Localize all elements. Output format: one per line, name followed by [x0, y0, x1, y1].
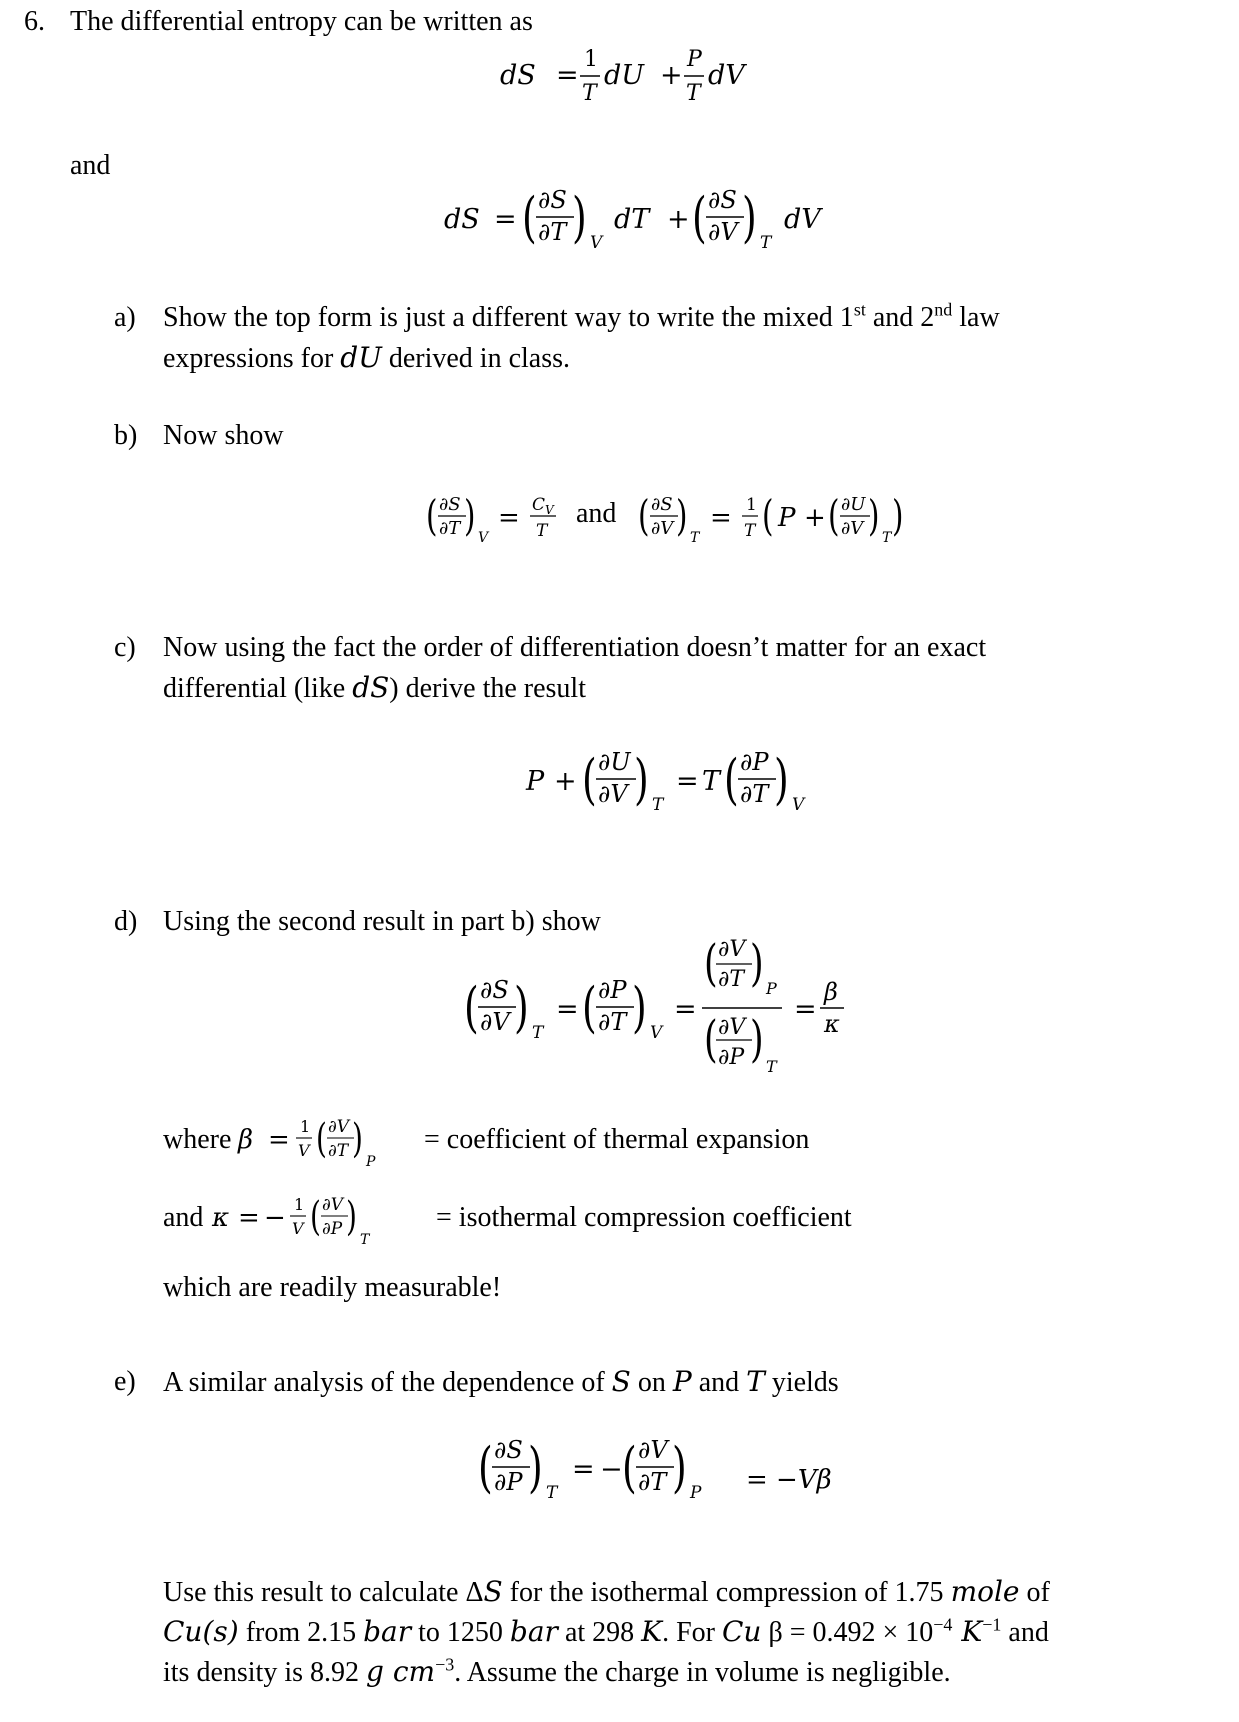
task-line2-cu-s: Cu(s): [163, 1615, 239, 1648]
svg-text:): ): [514, 976, 529, 1039]
svg-text:∂S: ∂S: [480, 976, 509, 1004]
svg-text:=: =: [268, 1125, 290, 1155]
svg-text:∂T: ∂T: [718, 967, 745, 992]
svg-text:(: (: [316, 1116, 327, 1163]
part-d-text: Using the second result in part b) show: [163, 906, 601, 937]
task-line2-from: from 2.15: [238, 1617, 364, 1648]
svg-text:=: =: [572, 1454, 595, 1485]
svg-text:T: T: [360, 1232, 370, 1248]
svg-text:1: 1: [294, 1195, 305, 1214]
svg-text:T: T: [582, 81, 597, 106]
svg-text:): ): [572, 186, 587, 249]
part-e-label: e): [114, 1366, 136, 1397]
svg-text:=: =: [498, 503, 520, 533]
part-c-line2: [163, 670, 586, 707]
svg-text:∂V: ∂V: [718, 937, 746, 962]
svg-text:∂P: ∂P: [718, 1045, 745, 1070]
svg-text:V: V: [792, 795, 805, 815]
svg-text:∂P: ∂P: [494, 1468, 523, 1496]
task-line2-beta: β = 0.492 × 10: [761, 1617, 934, 1648]
svg-text:(: (: [582, 748, 597, 811]
svg-text:T: T: [546, 1483, 558, 1503]
svg-text:∂P: ∂P: [598, 976, 627, 1004]
svg-text:1: 1: [746, 495, 757, 515]
part-e-text-post: yields: [764, 1367, 839, 1398]
svg-text:+: +: [554, 766, 577, 797]
svg-text:): ): [892, 490, 904, 541]
svg-text:T: T: [532, 1023, 544, 1043]
part-a-line1-pre: Show the top form is just a different way to write the mixed 1: [163, 302, 854, 333]
task-line2-and: and: [1001, 1617, 1049, 1648]
part-a-line1-mid: and 2: [865, 302, 935, 333]
svg-text:κ: κ: [212, 1203, 230, 1233]
svg-text:dT: dT: [614, 204, 650, 235]
svg-text:): ): [742, 186, 757, 249]
svg-text:dV: dV: [708, 60, 745, 91]
svg-text:T: T: [882, 530, 892, 546]
svg-text:1: 1: [584, 47, 598, 72]
equation-part-d: [464, 934, 884, 1095]
svg-text:V: V: [478, 530, 489, 546]
beta-definition: [238, 1110, 428, 1181]
task-line3-unit: g cm: [366, 1655, 436, 1688]
part-d-label: d): [114, 906, 138, 937]
svg-text:P: P: [366, 1154, 376, 1170]
svg-text:=: =: [674, 994, 697, 1025]
svg-text:+: +: [667, 204, 690, 235]
svg-text:∂S: ∂S: [494, 1436, 523, 1464]
part-c-math-ds: dS: [352, 671, 390, 704]
svg-text:P: P: [526, 766, 545, 797]
task-line2-to: to 1250: [411, 1617, 510, 1648]
svg-text:T: T: [760, 233, 772, 253]
svg-text:1: 1: [300, 1117, 311, 1136]
task-line1-post: of: [1019, 1577, 1050, 1608]
task-line2-exp2: −1: [982, 1614, 1002, 1635]
task-line3-pre: its density is 8.92: [163, 1657, 367, 1688]
task-line2-exp1: −4: [933, 1614, 953, 1635]
part-b-text: Now show: [163, 420, 284, 451]
task-line1-pre: Use this result to calculate Δ: [163, 1577, 484, 1608]
kappa-description: = isothermal compression coefficient: [436, 1202, 852, 1233]
task-line3-exp: −3: [435, 1654, 455, 1675]
svg-text:∂S: ∂S: [538, 186, 567, 214]
svg-text:(: (: [638, 490, 650, 541]
svg-text:(: (: [582, 976, 597, 1039]
problem-number: 6.: [24, 6, 45, 37]
svg-text:(: (: [704, 934, 718, 993]
kappa-definition: [212, 1188, 412, 1259]
svg-text:V: V: [650, 1023, 663, 1043]
part-e-text-mid2: and: [691, 1367, 747, 1398]
svg-text:∂V: ∂V: [328, 1117, 350, 1137]
svg-text:(: (: [828, 490, 840, 541]
task-line3-post: . Assume the charge in volume is negligible.: [454, 1657, 951, 1688]
svg-text:CV: $C_V$: [532, 495, 554, 517]
svg-text:T: T: [686, 81, 701, 106]
where-word: where: [163, 1124, 232, 1155]
svg-text:∂T: ∂T: [439, 518, 461, 539]
part-a-line1: [163, 300, 1000, 336]
part-a-line1-post: law: [952, 302, 1000, 333]
equation-part-b: [426, 486, 986, 561]
svg-text:P: P: [778, 503, 796, 533]
svg-text:): ): [672, 1436, 687, 1499]
svg-text:∂V: ∂V: [651, 518, 674, 539]
part-b-and: and: [576, 498, 617, 529]
svg-text:β: β: [824, 978, 838, 1006]
svg-text:T: T: [690, 530, 700, 546]
svg-text:(: (: [762, 490, 774, 541]
svg-text:(: (: [478, 1436, 493, 1499]
svg-text:): ): [346, 1194, 357, 1241]
svg-text:): ): [634, 748, 649, 811]
svg-text:T: T: [766, 1057, 777, 1076]
svg-text:(: (: [692, 186, 707, 249]
part-c-line2-pre: differential (like: [163, 673, 353, 704]
svg-text:(: (: [464, 976, 479, 1039]
svg-text:∂V: ∂V: [718, 1015, 746, 1040]
equation-ds-partials: [444, 180, 824, 275]
svg-text:∂S: ∂S: [708, 186, 737, 214]
svg-text:∂T: ∂T: [538, 218, 567, 246]
svg-text:P: P: [690, 1483, 702, 1503]
svg-text:T: T: [702, 766, 721, 797]
svg-text:=: =: [710, 503, 732, 533]
svg-text:∂S: ∂S: [651, 494, 673, 515]
svg-text:P: P: [766, 979, 777, 998]
svg-text:∂T: ∂T: [328, 1141, 349, 1161]
part-b-label: b): [114, 420, 138, 451]
task-line2: [163, 1614, 1049, 1651]
task-line2-bar2: bar: [509, 1615, 558, 1648]
svg-text:P: P: [687, 47, 702, 72]
svg-text:∂S: ∂S: [439, 494, 461, 515]
svg-text:(: (: [310, 1194, 321, 1241]
svg-text:−: −: [600, 1454, 623, 1485]
task-line3: [163, 1654, 951, 1691]
svg-text:): ): [464, 490, 476, 541]
svg-text:): ): [868, 490, 880, 541]
svg-text:): ): [352, 1116, 363, 1163]
svg-text:∂V: ∂V: [638, 1436, 668, 1464]
task-line2-bar1: bar: [363, 1615, 412, 1648]
part-e-text: [163, 1364, 839, 1401]
task-line2-at: at 298: [557, 1617, 642, 1648]
svg-text:V: V: [298, 1141, 310, 1160]
svg-text:∂P: ∂P: [740, 748, 769, 776]
svg-text:∂T: ∂T: [598, 1008, 627, 1036]
part-a-sup-st: st: [853, 299, 866, 320]
task-line1: [163, 1574, 1050, 1611]
svg-text:∂T: ∂T: [638, 1468, 667, 1496]
task-line2-k-unit: K: [952, 1615, 983, 1648]
svg-text:): ): [750, 934, 764, 993]
svg-text:): ): [676, 490, 688, 541]
part-e-text-pre: A similar analysis of the dependence of: [163, 1367, 612, 1398]
equation-part-c: [526, 742, 846, 837]
svg-text:∂V: ∂V: [708, 218, 738, 246]
part-a-math-du: dU: [340, 341, 382, 374]
part-e-var-t: T: [746, 1365, 765, 1398]
svg-text:=: =: [494, 204, 517, 235]
svg-text:V: V: [292, 1219, 304, 1238]
svg-text:+: +: [804, 503, 826, 533]
problem-intro: The differential entropy can be written as: [70, 6, 533, 37]
svg-text:dV: dV: [784, 204, 821, 235]
part-c-line2-post: ) derive the result: [389, 673, 586, 704]
svg-text:): ): [750, 1010, 764, 1069]
svg-text:∂U: ∂U: [841, 494, 866, 515]
part-e-var-s: S: [611, 1365, 631, 1398]
part-e-var-p: P: [672, 1365, 692, 1398]
svg-text:∂V: ∂V: [841, 518, 864, 539]
equation-part-e: [478, 1430, 718, 1525]
part-c-label: c): [114, 632, 136, 663]
svg-text:T: T: [536, 521, 548, 541]
task-line2-k: K: [641, 1615, 663, 1648]
svg-text:T: T: [652, 795, 664, 815]
beta-description: = coefficient of thermal expansion: [424, 1124, 810, 1155]
part-a-line2-post: derived in class.: [381, 343, 570, 374]
svg-text:κ: κ: [824, 1010, 840, 1038]
svg-text:dS: dS: [444, 204, 480, 235]
part-a-line2-pre: expressions for: [163, 343, 341, 374]
svg-text:(: (: [622, 1436, 637, 1499]
equation-ds-du-dv: [500, 38, 760, 113]
task-line1-s: S: [483, 1575, 503, 1608]
svg-text:(: (: [426, 490, 438, 541]
task-line1-unit: mole: [950, 1575, 1020, 1608]
svg-text:=: =: [238, 1203, 260, 1233]
task-line2-for: . For: [662, 1617, 722, 1648]
svg-text:dS: dS: [500, 60, 536, 91]
svg-text:∂V: ∂V: [480, 1008, 510, 1036]
svg-text:∂P: ∂P: [322, 1219, 343, 1239]
svg-text:=: =: [794, 994, 817, 1025]
svg-text:∂V: ∂V: [322, 1195, 344, 1215]
svg-text:−: −: [264, 1203, 286, 1233]
task-line1-mid: for the isothermal compression of 1.75: [502, 1577, 951, 1608]
part-a-line2: [163, 340, 570, 377]
and-connector: and: [70, 150, 111, 181]
svg-text:): ): [528, 1436, 543, 1499]
svg-text:): ): [632, 976, 647, 1039]
part-c-line1: Now using the fact the order of differentiation doesn’t matter for an exact: [163, 632, 987, 663]
svg-text:∂U: ∂U: [598, 748, 631, 776]
part-e-result: = −Vβ: [746, 1465, 832, 1495]
svg-text:∂T: ∂T: [740, 780, 769, 808]
part-d-closing: which are readily measurable!: [163, 1272, 502, 1303]
part-a-sup-nd: nd: [934, 299, 953, 320]
svg-text:V: V: [590, 233, 603, 253]
svg-text:T: T: [744, 521, 756, 541]
and-kappa-word: and: [163, 1202, 204, 1233]
svg-text:=: =: [676, 766, 699, 797]
svg-text:∂V: ∂V: [598, 780, 628, 808]
task-line2-cu: Cu: [721, 1615, 762, 1648]
svg-text:(: (: [724, 748, 739, 811]
svg-text:): ): [774, 748, 789, 811]
svg-text:β: β: [238, 1125, 254, 1155]
svg-text:dU: dU: [604, 60, 645, 91]
svg-text:=: =: [556, 60, 579, 91]
svg-text:=: =: [556, 994, 579, 1025]
part-e-text-mid1: on: [630, 1367, 673, 1398]
part-a-label: a): [114, 302, 136, 333]
svg-text:+: +: [660, 60, 683, 91]
svg-text:(: (: [522, 186, 537, 249]
svg-text:(: (: [704, 1010, 718, 1069]
